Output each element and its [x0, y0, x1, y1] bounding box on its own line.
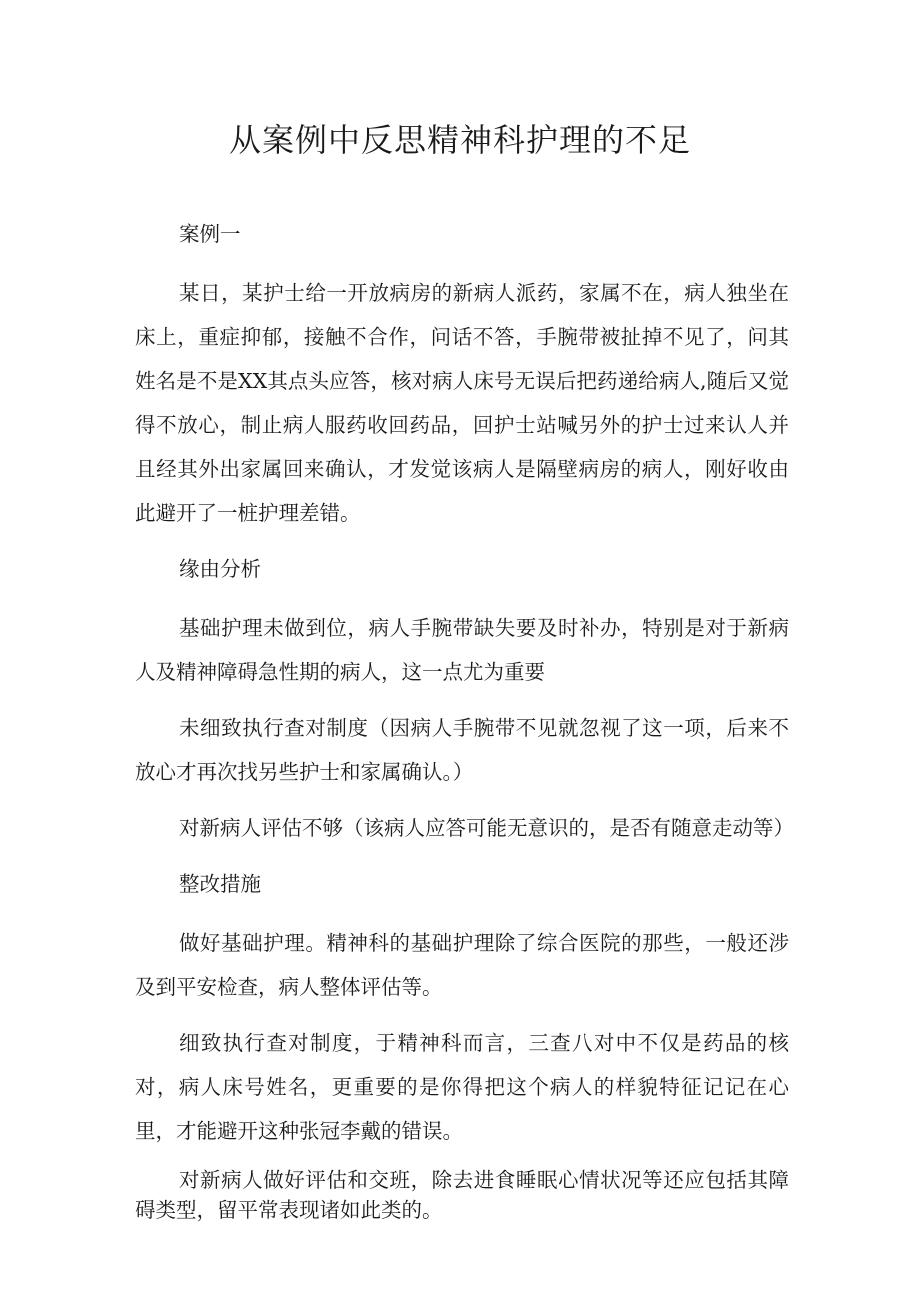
document-title: 从案例中反思精神科护理的不足: [228, 121, 691, 159]
section-heading-measures: 整改措施: [179, 872, 261, 896]
case-paragraph: 某日，某护士给一开放病房的新病人派药，家属不在，病人独坐在床上，重症抑郁，接触不合作，问话不答，手腕带被扯掉不见了，问其姓名是不是XX其点头应答，核对病人床号无误后把药递给病人,随后又觉得不放心，制止病人服药收回药品，回护士站喊另外的护士过来认人并且经其外出家属回来确认，才发觉该病人是隔壁病房的病人，刚好收由此避开了一桩护理差错。: [135, 281, 789, 525]
measure-paragraph-2: 细致执行查对制度，于精神科而言，三查八对中不仅是药品的核对，病人床号姓名，更重要的是你得把这个病人的样貌特征记记在心里，才能避开这种张冠李戴的错误。: [135, 1031, 789, 1143]
measure-paragraph-1: 做好基础护理。精神科的基础护理除了综合医院的那些，一般还涉及到平安检查，病人整体评估等。: [135, 931, 789, 999]
section-heading-case: 案例一: [179, 222, 241, 246]
measure-paragraph-3: 对新病人做好评估和交班，除去进食睡眠心情状况等还应包括其障碍类型，留平常表现诸如此类的。: [135, 1168, 789, 1222]
analysis-paragraph-2: 未细致执行查对制度（因病人手腕带不见就忽视了这一项，后来不放心才再次找另些护士和家属确认。）: [135, 716, 789, 784]
analysis-paragraph-3: 对新病人评估不够（该病人应答可能无意识的，是否有随意走动等）: [179, 816, 794, 840]
section-heading-analysis: 缘由分析: [179, 557, 261, 581]
analysis-paragraph-1: 基础护理未做到位，病人手腕带缺失要及时补办，特别是对于新病人及精神障碍急性期的病人，这一点尤为重要: [135, 616, 789, 684]
document-body: [135, 212, 794, 1225]
